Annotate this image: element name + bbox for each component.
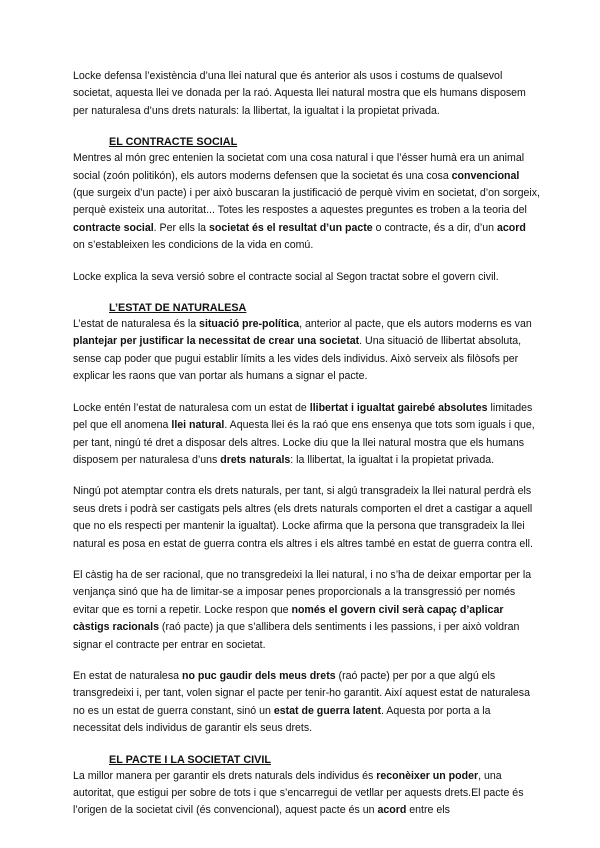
text-run: limitades pel que ell anomena — [73, 401, 533, 432]
text-run: Ningú pot atemptar contra els drets naturals, per tant, si algú transgradeix la llei natural perdrà els seus drets i podrà ser castigats pels altres (els drets naturals comporten el dret a castigar a aquell que no els respecti per mantenir la igualtat). Locke afirma que la persona que transgradeix la llei natural es posa en estat de guerra contra els altres i els altres també en estat de guerra contra ell. — [73, 485, 533, 550]
text-run: . Una situació de llibertat absoluta, sense cap poder que pugui establir límits a les vides dels individus. Això serveix als filòsofs per explicar les raons que van portar als humans a signar el pacte. — [73, 335, 522, 383]
text-run: (raó pacte) per por a que algú els transgredeixi i, per tant, volen signar el pacte per tenir-ho garantit. Així aquest estat de naturalesa no es un estat de guerra constant, sinó un — [73, 669, 530, 717]
bold-term: plantejar per justificar la necessitat de crear una societat — [73, 335, 360, 348]
bold-term: contracte social — [73, 221, 154, 234]
text-run: : la llibertat, la igualtat i la propietat privada. — [290, 453, 495, 466]
text-run: En estat de naturalesa — [73, 669, 182, 682]
bold-term: situació pre-política — [199, 318, 300, 331]
text-run: (raó pacte) ja que s’allibera dels sentiments i les passions, i per això voldran signar el contracte per entrar en societat. — [73, 621, 520, 651]
bold-term: llibertat i igualtat gairebé absolutes — [309, 401, 488, 414]
bold-term: acord — [377, 804, 407, 817]
paragraph-estat-naturalesa — [73, 316, 540, 386]
heading-contracte-social: EL CONTRACTE SOCIAL — [109, 136, 238, 149]
paragraph-castig — [73, 567, 540, 654]
text-run: . Per ells la — [153, 221, 210, 234]
paragraph-pacte — [73, 768, 540, 820]
text-run: La millor manera per garantir els drets naturals dels individus és — [73, 769, 377, 782]
text-run: Locke entén l’estat de naturalesa com un estat de — [73, 401, 310, 414]
text-run: Mentres al món grec entenien la societat com una cosa natural i que l’ésser humà era un animal social (zoón politikón), els autors moderns defensen que la societat és una cosa — [73, 152, 525, 182]
paragraph-llibertat-igualtat — [73, 400, 540, 470]
text-run: , una autoritat, que estigui per sobre de tots i que s’encarregui de vetllar per aquests drets.El pacte és l’origen de la societat civil (és convencional), aquest pacte és un — [73, 769, 524, 817]
text-run: . Aquesta por porta a la necessitat dels individus de garantir els seus drets. — [73, 704, 491, 735]
paragraph-contracte-social — [73, 150, 540, 254]
bold-term: no puc gaudir dels meus drets — [181, 669, 336, 682]
text-run: , anterior al pacte, que els autors moderns es van — [299, 318, 532, 331]
bold-term: llei natural — [171, 419, 225, 432]
text-run: L’estat de naturalesa és la — [73, 318, 200, 331]
bold-term: reconèixer un poder — [376, 769, 479, 782]
text-run: . Aquesta llei és la raó que ens ensenya que tots som iguals i que, per tant, ningú té dret a disposar dels altres. Locke diu que la llei natural mostra que els humans disposem per naturalesa d’uns — [73, 419, 535, 466]
bold-term: estat de guerra latent — [273, 704, 381, 717]
bold-term: drets naturals — [220, 453, 291, 466]
paragraph-guerra-latent — [73, 668, 540, 738]
heading-estat-naturalesa: L’ESTAT DE NATURALESA — [109, 302, 247, 315]
paragraph-segon-tractat — [73, 269, 540, 286]
text-run: Locke explica la seva versió sobre el contracte social al Segon tractat sobre el govern civil. — [73, 270, 499, 283]
paragraph-estat-guerra — [73, 483, 540, 553]
bold-term: acord — [496, 221, 526, 234]
text-run: El càstig ha de ser racional, que no transgredeixi la llei natural, i no s’ha de deixar emportar per la venjança sinó que ha de limitar-se a imposar penes proporcionals a la transgressió per només evitar que es torni a repetir. Locke respon que — [73, 568, 532, 616]
text-run: o contracte, és a dir, d’un — [372, 221, 497, 234]
bold-term: societat és el resultat d’un pacte — [209, 221, 373, 234]
bold-term: només el govern civil serà capaç d’aplicar càstigs racionals — [73, 603, 504, 634]
heading-pacte-societat-civil: EL PACTE I LA SOCIETAT CIVIL — [109, 753, 271, 766]
text-run: on s’estableixen les condicions de la vida en comú. — [73, 239, 314, 252]
paragraph-llei-natural — [73, 68, 540, 120]
text-run: Locke defensa l’existència d’una llei natural que és anterior als usos i costums de qualsevol societat, aquesta llei ve donada per la raó. Aquesta llei natural mostra que els humans disposem per naturalesa d’uns drets naturals: la llibertat, la igualtat i la propietat privada. — [73, 70, 526, 117]
text-run: entre els — [406, 804, 450, 817]
bold-term: convencional — [451, 169, 520, 182]
text-run: (que surgeix d’un pacte) i per això buscaran la justificació de perquè vivim en societat, d’on sorgeix, perquè existeix una autoritat... Totes les respostes a aquestes preguntes es troben a la teoria del — [73, 187, 540, 217]
